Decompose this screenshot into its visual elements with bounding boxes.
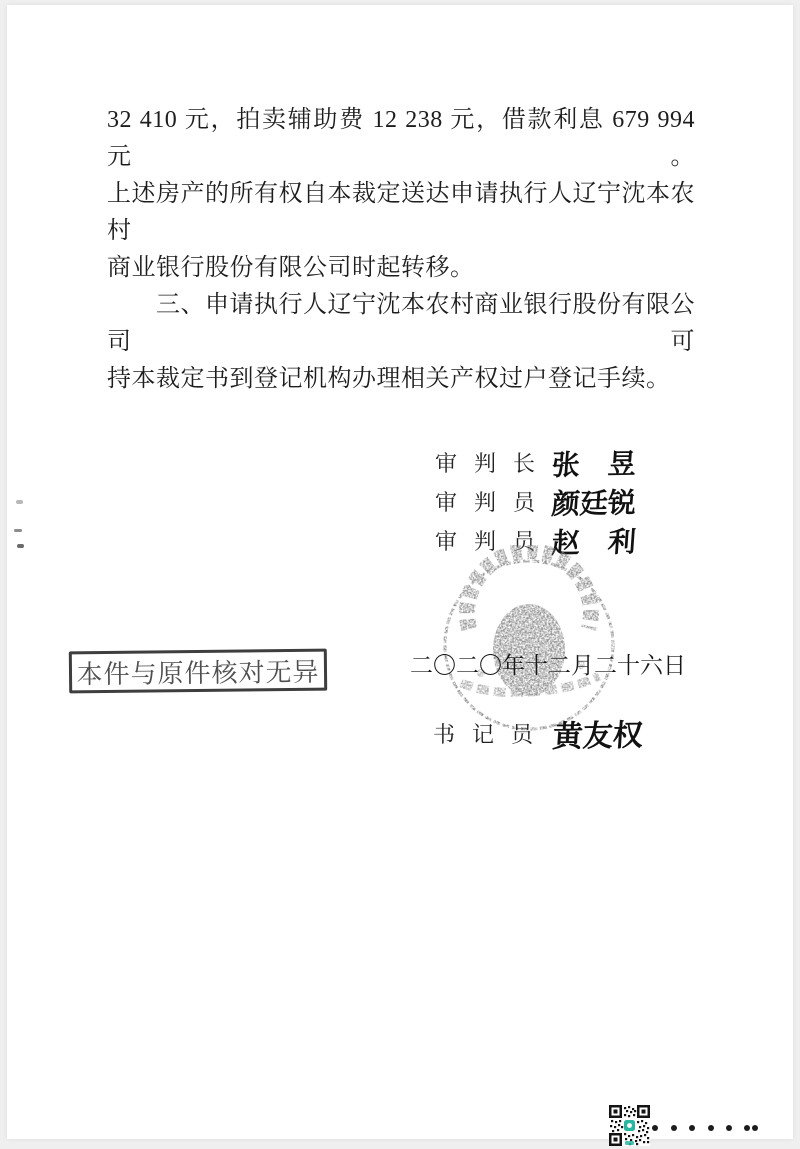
judge-role-label: 审判员 [435, 529, 553, 554]
footer-dot [708, 1125, 714, 1131]
ruling-date: 二〇二〇年十二月二十六日 [410, 653, 686, 678]
body-line: 上述房产的所有权自本裁定送达申请执行人辽宁沈本农村 [107, 181, 695, 244]
footer-dot [752, 1125, 758, 1131]
footer-dot [671, 1125, 677, 1131]
body-line: 32 410 元，拍卖辅助费 12 238 元，借款利息 679 994 元。 [107, 107, 695, 170]
judge-signature: 赵 利 [550, 527, 637, 560]
verification-stamp: 本件与原件核对无异 [69, 649, 327, 694]
footer-dot [744, 1125, 750, 1131]
scan-artifact-mark [17, 544, 24, 548]
judge-signature: 张 昱 [550, 449, 637, 482]
body-line: 商业银行股份有限公司时起转移。 [107, 255, 475, 281]
footer-dot [726, 1125, 732, 1131]
signature-row [435, 447, 695, 486]
clerk-signature: 黄友权 [551, 719, 644, 754]
body-line: 持本裁定书到登记机构办理相关产权过户登记手续。 [107, 366, 671, 392]
judge-role-label: 审判长 [435, 451, 553, 476]
qr-code [609, 1105, 650, 1146]
footer-dot [689, 1125, 695, 1131]
body-line: 三、申请执行人辽宁沈本农村商业银行股份有限公司可 [107, 292, 695, 355]
clerk-role-label: 书记员 [433, 722, 551, 747]
clerk-row [433, 718, 693, 758]
judge-signature: 颜廷锐 [550, 488, 637, 521]
scan-artifact-mark [16, 500, 23, 504]
body-paragraphs [107, 102, 695, 398]
scan-artifact-mark [14, 529, 22, 532]
footer-dot [652, 1125, 658, 1131]
document-page [7, 5, 793, 1139]
signature-row [435, 486, 695, 525]
judge-role-label: 审判员 [435, 490, 553, 515]
